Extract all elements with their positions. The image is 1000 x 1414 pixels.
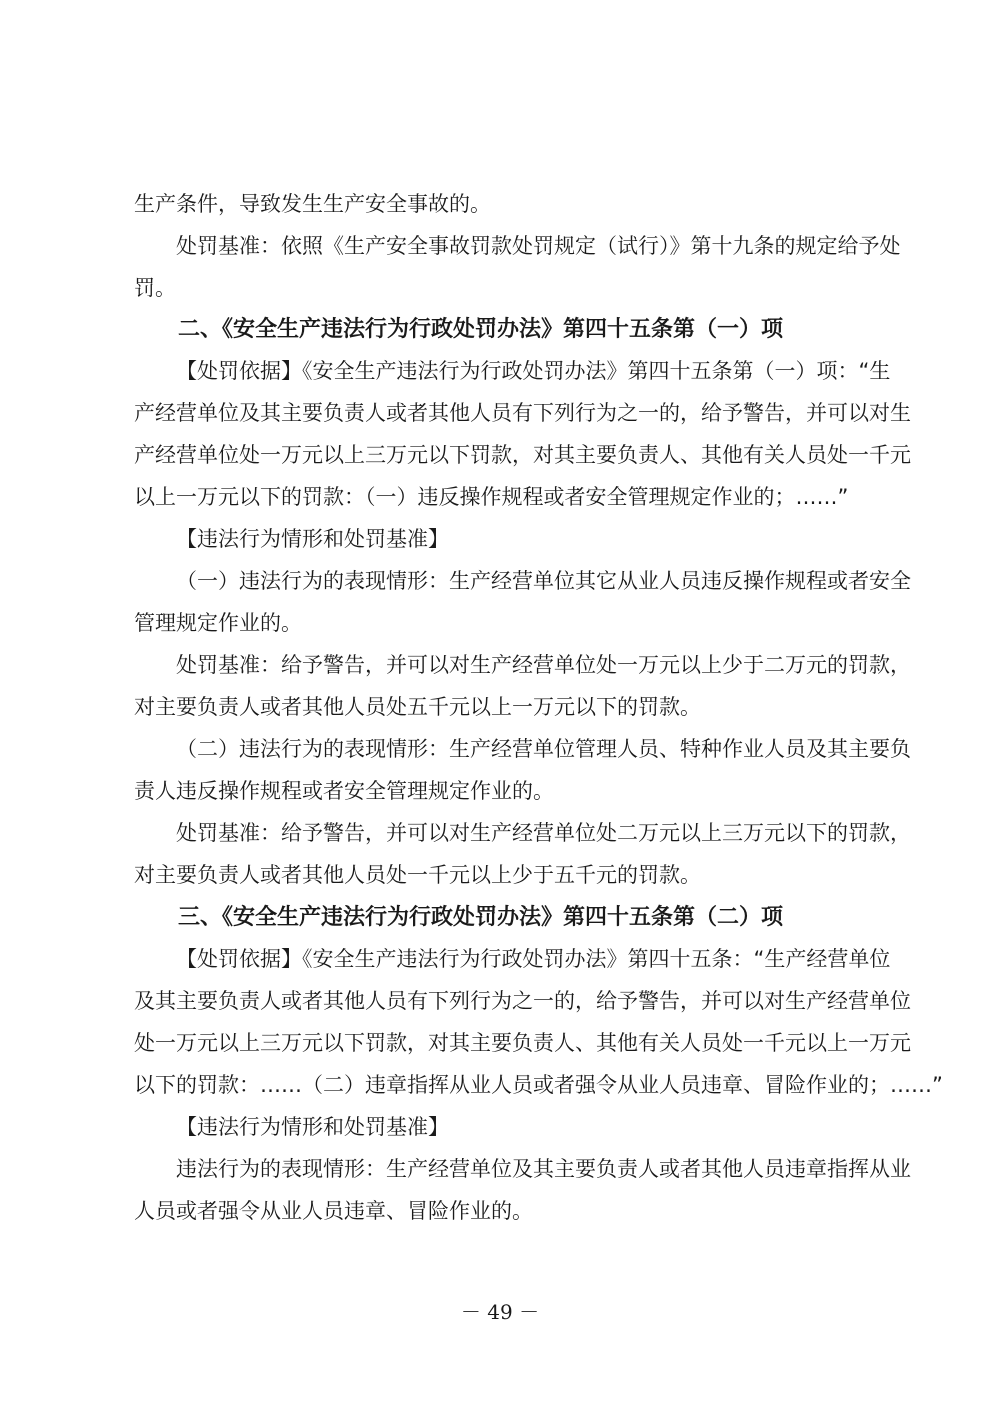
paragraph-line: 对主要负责人或者其他人员处五千元以上一万元以下的罚款。 <box>134 695 701 719</box>
paragraph-line: 【处罚依据】《安全生产违法行为行政处罚办法》第四十五条：“生产经营单位 <box>176 947 891 971</box>
paragraph-line: 生产条件，导致发生生产安全事故的。 <box>134 192 491 216</box>
paragraph-line: 及其主要负责人或者其他人员有下列行为之一的，给予警告，并可以对生产经营单位 <box>134 989 911 1013</box>
subsection-label: 【违法行为情形和处罚基准】 <box>176 1115 449 1139</box>
paragraph-line: 对主要负责人或者其他人员处一千元以上少于五千元的罚款。 <box>134 863 701 887</box>
paragraph-line: 产经营单位及其主要负责人或者其他人员有下列行为之一的，给予警告，并可以对生 <box>134 401 911 425</box>
paragraph-line: 处罚基准：依照《生产安全事故罚款处罚规定（试行）》第十九条的规定给予处 <box>176 234 901 258</box>
paragraph-line: 责人违反操作规程或者安全管理规定作业的。 <box>134 779 554 803</box>
paragraph-line: 处罚基准：给予警告，并可以对生产经营单位处二万元以上三万元以下的罚款， <box>176 821 911 845</box>
section-heading: 三、《安全生产违法行为行政处罚办法》第四十五条第（二）项 <box>178 904 784 930</box>
paragraph-line: 罚。 <box>134 276 176 300</box>
paragraph-line: 以上一万元以下的罚款：（一）违反操作规程或者安全管理规定作业的；……” <box>134 485 849 509</box>
paragraph-line: 产经营单位处一万元以上三万元以下罚款，对其主要负责人、其他有关人员处一千元 <box>134 443 911 467</box>
paragraph-line: 【处罚依据】《安全生产违法行为行政处罚办法》第四十五条第（一）项：“生 <box>176 359 891 383</box>
paragraph-line: 处一万元以上三万元以下罚款，对其主要负责人、其他有关人员处一千元以上一万元 <box>134 1031 911 1055</box>
paragraph-line: （一）违法行为的表现情形：生产经营单位其它从业人员违反操作规程或者安全 <box>176 569 911 593</box>
paragraph-line: （二）违法行为的表现情形：生产经营单位管理人员、特种作业人员及其主要负 <box>176 737 911 761</box>
paragraph-line: 管理规定作业的。 <box>134 611 302 635</box>
page-number: － 49 － <box>460 1300 540 1324</box>
section-heading: 二、《安全生产违法行为行政处罚办法》第四十五条第（一）项 <box>178 316 784 342</box>
paragraph-line: 处罚基准：给予警告，并可以对生产经营单位处一万元以上少于二万元的罚款， <box>176 653 911 677</box>
paragraph-line: 违法行为的表现情形：生产经营单位及其主要负责人或者其他人员违章指挥从业 <box>176 1157 911 1181</box>
subsection-label: 【违法行为情形和处罚基准】 <box>176 527 449 551</box>
paragraph-line: 以下的罚款：……（二）违章指挥从业人员或者强令从业人员违章、冒险作业的；……” <box>134 1073 943 1097</box>
paragraph-line: 人员或者强令从业人员违章、冒险作业的。 <box>134 1199 533 1223</box>
